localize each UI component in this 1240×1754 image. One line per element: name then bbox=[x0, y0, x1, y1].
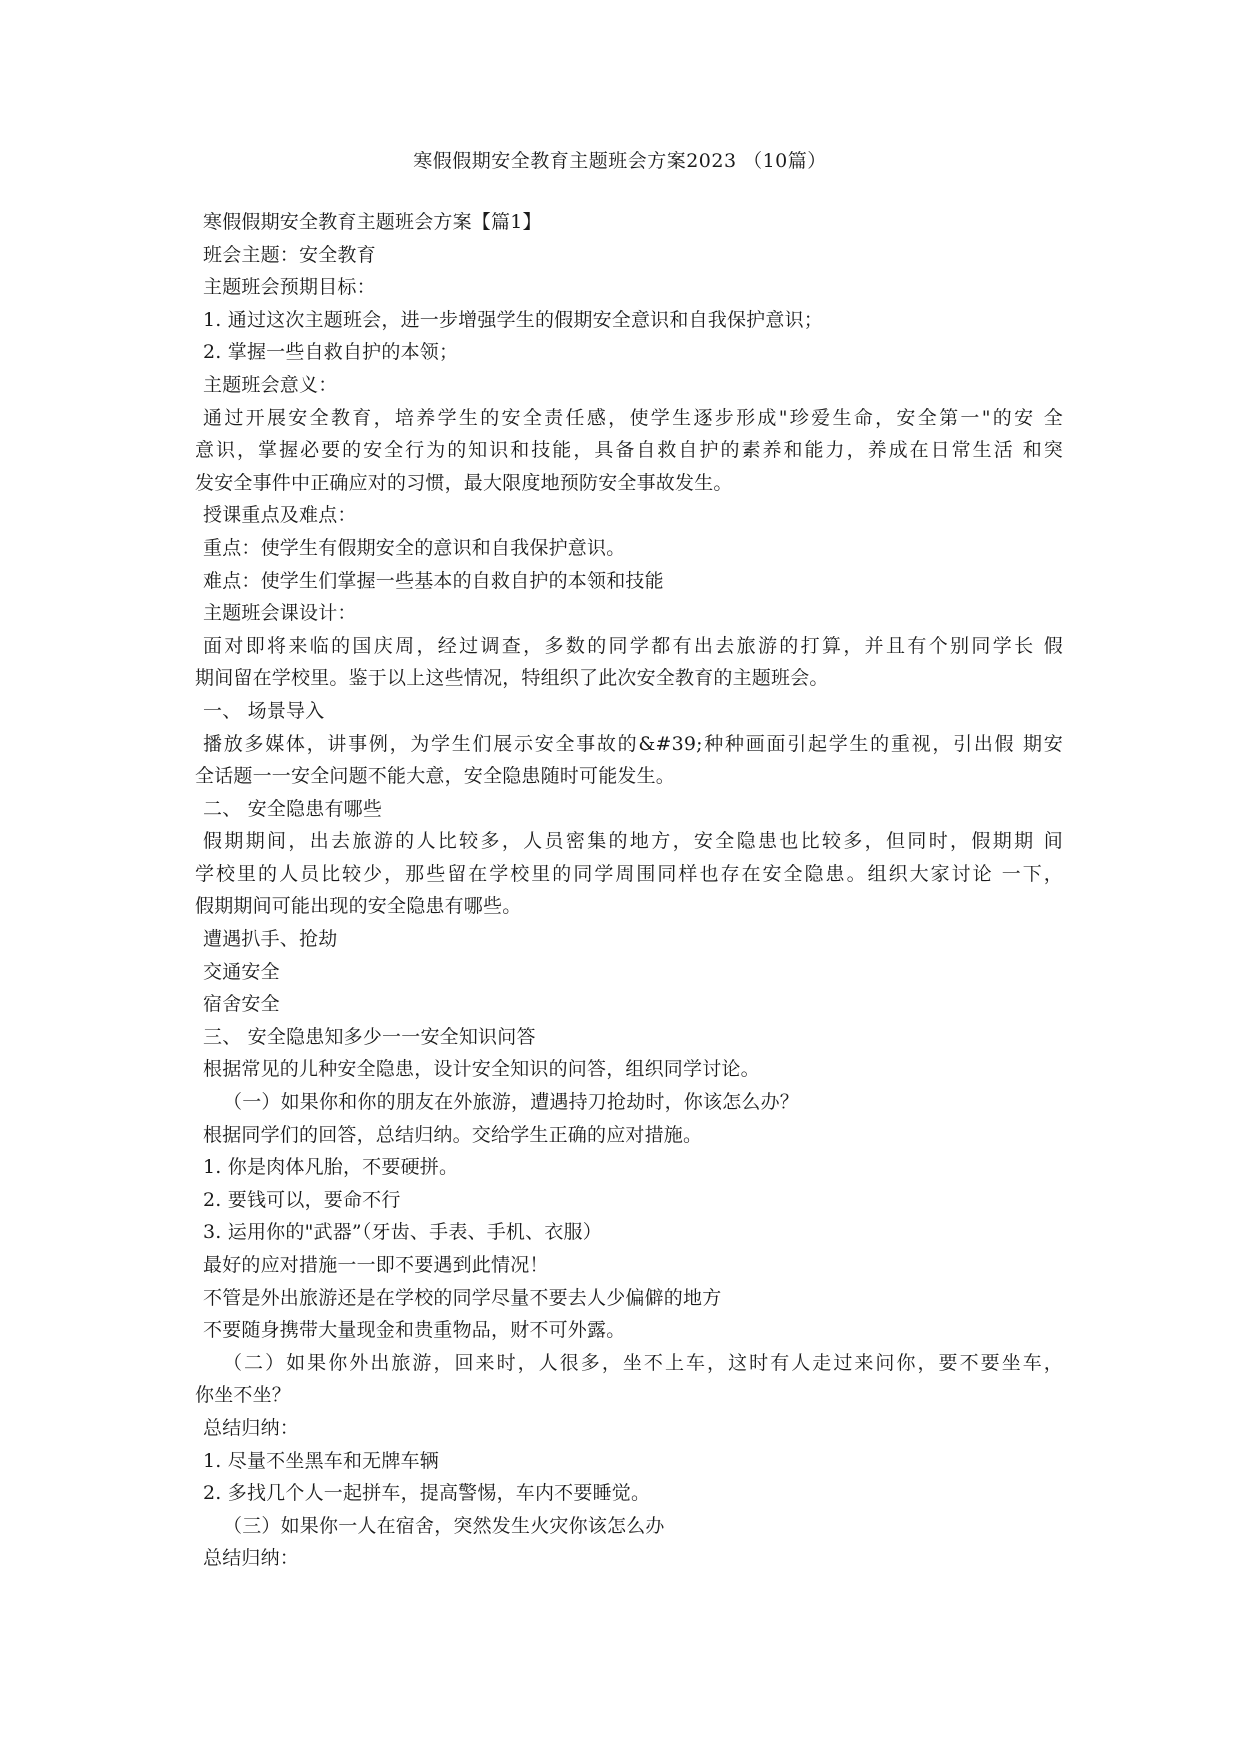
paragraph-line: 通过开展安全教育，培养学生的安全责任感，使学生逐步形成"珍爱生命，安全第一"的安 全 bbox=[203, 406, 1063, 429]
paragraph-line: 总结归纳： bbox=[203, 1547, 300, 1570]
paragraph-line: 主题班会意义： bbox=[203, 373, 338, 396]
paragraph-line: 一、 场景导入 bbox=[203, 699, 325, 722]
document-body bbox=[195, 206, 1063, 1575]
paragraph-line: 二、 安全隐患有哪些 bbox=[203, 797, 383, 820]
paragraph-line: 三、 安全隐患知多少一一安全知识问答 bbox=[203, 1025, 536, 1048]
paragraph-line: 面对即将来临的国庆周，经过调查，多数的同学都有出去旅游的打算，并且有个别同学长 假 bbox=[203, 634, 1063, 657]
paragraph-line: 授课重点及难点： bbox=[203, 504, 357, 527]
paragraph-line: 全话题一一安全问题不能大意，安全隐患随时可能发生。 bbox=[195, 765, 676, 788]
paragraph-line: 播放多媒体，讲事例，为学生们展示安全事故的&#39;种种画面引起学生的重视，引出假 期安 bbox=[203, 732, 1063, 755]
paragraph-line: （二）如果你外出旅游，回来时，人很多，坐不上车，这时有人走过来问你，要不要坐车， bbox=[223, 1351, 1063, 1374]
paragraph-line: 交通安全 bbox=[203, 960, 280, 983]
paragraph-line: 3. 运用你的"武器”（牙齿、手表、手机、衣服） bbox=[203, 1221, 602, 1244]
paragraph-line: 假期期间，出去旅游的人比较多，人员密集的地方，安全隐患也比较多，但同时，假期期 间 bbox=[203, 830, 1063, 853]
paragraph-line: （一）如果你和你的朋友在外旅游，遭遇持刀抢劫时，你该怎么办？ bbox=[223, 1091, 800, 1114]
paragraph-line: 主题班会预期目标： bbox=[203, 276, 376, 299]
document-title: 寒假假期安全教育主题班会方案2023 （10篇） bbox=[413, 150, 827, 172]
paragraph-line: 你坐不坐？ bbox=[195, 1384, 292, 1407]
paragraph-line: 1. 你是肉体凡胎，不要硬拼。 bbox=[203, 1156, 459, 1179]
paragraph-line: 寒假假期安全教育主题班会方案【篇1】 bbox=[203, 211, 542, 233]
paragraph-line: 班会主题：安全教育 bbox=[203, 243, 376, 266]
paragraph-line: 根据同学们的回答，总结归纳。交给学生正确的应对措施。 bbox=[203, 1123, 703, 1146]
paragraph-line: （三）如果你一人在宿舍，突然发生火灾你该怎么办 bbox=[223, 1514, 665, 1537]
paragraph-line: 假期期间可能出现的安全隐患有哪些。 bbox=[195, 895, 522, 918]
paragraph-line: 难点：使学生们掌握一些基本的自救自护的本领和技能 bbox=[203, 569, 664, 592]
paragraph-line: 重点：使学生有假期安全的意识和自我保护意识。 bbox=[203, 536, 626, 559]
paragraph-line: 2. 掌握一些自救自护的本领； bbox=[203, 341, 459, 364]
paragraph-line: 不管是外出旅游还是在学校的同学尽量不要去人少偏僻的地方 bbox=[203, 1286, 722, 1309]
paragraph-line: 期间留在学校里。鉴于以上这些情况，特组织了此次安全教育的主题班会。 bbox=[195, 667, 829, 690]
paragraph-line: 宿舍安全 bbox=[203, 993, 280, 1016]
paragraph-line: 2. 要钱可以，要命不行 bbox=[203, 1188, 401, 1211]
paragraph-line: 1. 尽量不坐黑车和无牌车辆 bbox=[203, 1449, 439, 1472]
paragraph-line: 意识，掌握必要的安全行为的知识和技能，具备自救自护的素养和能力，养成在日常生活 和突 bbox=[195, 439, 1063, 462]
paragraph-line: 1. 通过这次主题班会，进一步增强学生的假期安全意识和自我保护意识； bbox=[203, 308, 823, 331]
paragraph-line: 不要随身携带大量现金和贵重物品，财不可外露。 bbox=[203, 1319, 626, 1342]
paragraph-line: 遭遇扒手、抢劫 bbox=[203, 928, 338, 951]
paragraph-line: 发安全事件中正确应对的习惯，最大限度地预防安全事故发生。 bbox=[195, 471, 733, 494]
paragraph-line: 2. 多找几个人一起拼车，提高警惕，车内不要睡觉。 bbox=[203, 1482, 651, 1505]
paragraph-line: 学校里的人员比较少，那些留在学校里的同学周围同样也存在安全隐患。组织大家讨论 一下， bbox=[195, 862, 1063, 885]
paragraph-line: 总结归纳： bbox=[203, 1416, 300, 1439]
paragraph-line: 根据常见的儿种安全隐患，设计安全知识的问答，组织同学讨论。 bbox=[203, 1058, 760, 1081]
paragraph-line: 主题班会课设计： bbox=[203, 602, 357, 625]
paragraph-line: 最好的应对措施一一即不要遇到此情况！ bbox=[203, 1254, 549, 1276]
